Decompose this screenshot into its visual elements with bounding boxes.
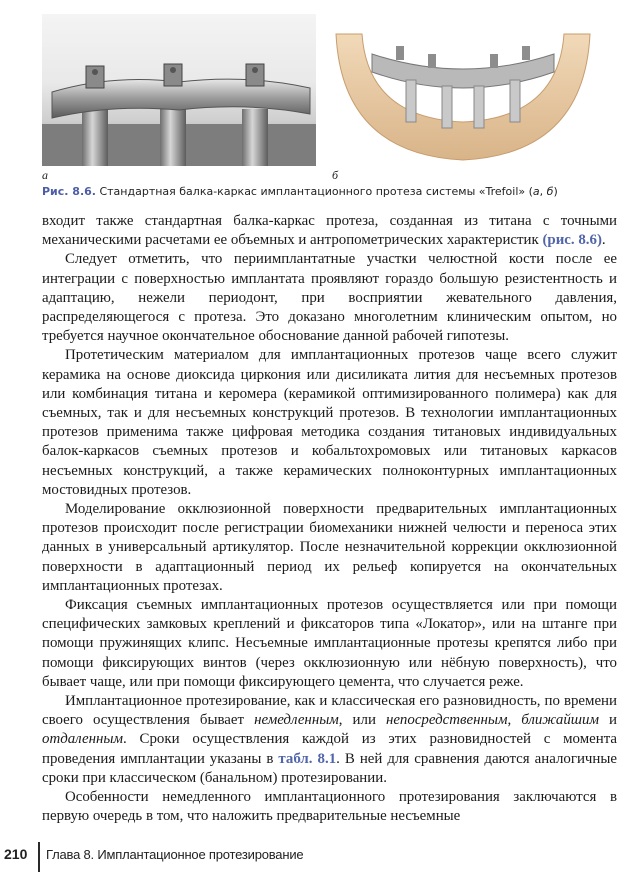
caption-end: ) xyxy=(553,185,558,198)
p6-a: Имплантационное протезирование, как и классическая его разновидность, по времени своего осуществления бывает xyxy=(42,693,617,729)
table-ref[interactable]: табл. 8.1 xyxy=(278,750,337,767)
figure-number: Рис. 8.6. xyxy=(42,185,96,198)
body-text xyxy=(42,212,617,827)
p6-d: и xyxy=(599,712,617,729)
p6-i3: ближайшим xyxy=(521,712,599,729)
figure-caption xyxy=(42,184,602,199)
paragraph-6 xyxy=(42,692,617,788)
paragraph-5: Фиксация съемных имплантационных протезов осуществляется или при помощи специфических замковых креплений и фиксаторов типа «Локатор», или на штанге при помощи пружинящих клипс. Несъемные имплантационные протезы крепятся либо при помощи фиксирующих винтов (через окклюзионную или нёбную поверхность), что бывает чаще, или при помощи фиксирующего цемента, что случается реже. xyxy=(42,597,617,690)
p6-b: , или xyxy=(338,712,386,729)
p6-i2: непосредственным xyxy=(385,712,508,729)
paragraph-7: Особенности немедленного имплантационного протезирования заключаются в первую очередь в том, что наложить предварительные несъемные xyxy=(42,789,617,825)
paragraph-3: Протетическим материалом для имплантационных протезов чаще всего служит керамика на основе диоксида циркония или дисиликата лития для несъемных протезов или комбинация титана и керомера (керамикой оптимизированного полимера) как для съемных, так и для несъемных конструкций протезов. В технологии имплантационных протезов применима также цифровая методика создания титановых индивидуальных балок-каркасов съемных протезов и кобальтохромовых или титановых каркасов несъемных конструкций, а также керамических полноконтурных имплантационных мостовидных протезов. xyxy=(42,347,617,498)
p6-e: . Сроки осуществления каждой из этих разновидностей с момента проведения имплантации указаны в xyxy=(42,731,617,767)
page-footer xyxy=(0,842,630,872)
p6-c: , xyxy=(507,712,522,729)
panel-label-b: б xyxy=(332,168,339,182)
p1-end: . xyxy=(601,232,606,249)
paragraph-1 xyxy=(42,212,617,250)
caption-a: а xyxy=(532,185,540,198)
p6-f: . В ней для сравнения даются аналогичные сроки при классическом (банальном) протезировании. xyxy=(42,750,617,786)
caption-b: б xyxy=(546,185,554,198)
figure-ref[interactable]: (рис. 8.6) xyxy=(542,232,602,249)
paragraph-2: Следует отметить, что периимплантатные участки челюстной кости после ее интеграции с поверхностью имплантата проявляют гораздо большую резистентность и адаптацию, нежели периодонт, при восприятии жевательного давления, распределяющегося с протеза. Это доказано многолетним клиническим опытом, но требуется научное окончательное обоснование данной рабочей гипотезы. xyxy=(42,251,617,345)
p6-i1: немедленным xyxy=(254,712,339,729)
figure-photo-b xyxy=(332,14,594,166)
paragraph-4: Моделирование окклюзионной поверхности предварительных имплантационных протезов происходит после регистрации биомеханики нижней челюсти и переноса этих данных в универсальный артикулятор. После незначительной коррекции окклюзионной поверхности в адаптационный период их рельеф копируется на окончательных имплантационных протезах. xyxy=(42,501,617,594)
footer-divider xyxy=(38,842,40,872)
caption-text: Стандартная балка-каркас имплантационного протеза системы «Trefoil» ( xyxy=(95,185,533,198)
chapter-title: Глава 8. Имплантационное протезирование xyxy=(46,847,304,862)
page-number: 210 xyxy=(4,846,28,862)
caption-sep: , xyxy=(539,185,547,198)
figure-photo-a xyxy=(42,14,316,166)
p6-i4: отдаленным xyxy=(42,731,124,748)
panel-label-a: а xyxy=(42,168,48,182)
p1-text: входит также стандартная балка-каркас протеза, созданная из титана с точными механическими расчетами ее объемных и антропометрических характеристик xyxy=(42,213,617,249)
